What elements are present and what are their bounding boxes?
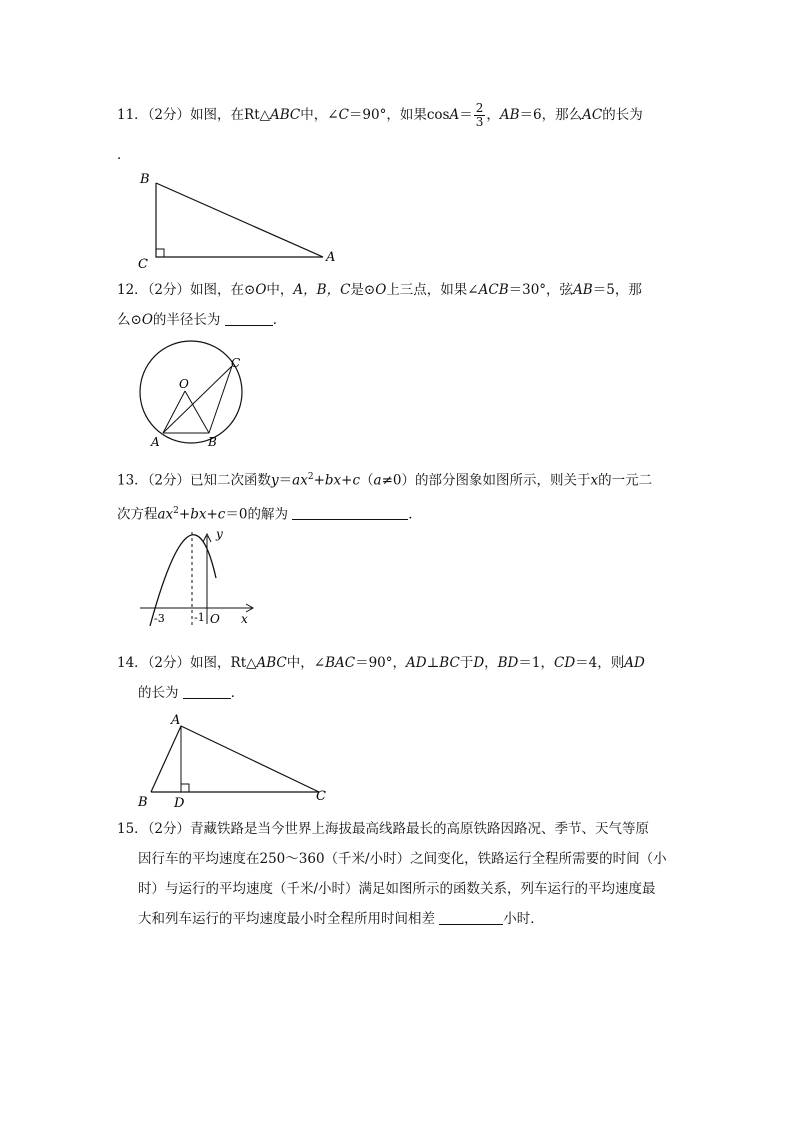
q13-label-x: x	[241, 612, 248, 626]
q14-figure-triangle	[135, 710, 345, 810]
q14-answer-blank	[183, 684, 231, 699]
q11-figure-right-triangle	[130, 168, 336, 272]
q15-line-3: 时）与运行的平均速度（千米/小时）满足如图所示的函数关系，列车运行的平均速度最	[138, 881, 656, 897]
q14-line-1: 14．（2分）如图，Rt△ABC中，∠BAC＝90°，AD⊥BC于D，BD＝1，CD＝4，则AD	[117, 655, 645, 671]
fraction-2-3: $\frac{2}{3}$	[475, 101, 484, 129]
question-11	[117, 100, 677, 130]
q12-figure-circle	[133, 340, 263, 450]
question-15	[117, 814, 677, 934]
q14-label-D: D	[174, 796, 185, 811]
q11-line-1: 11．（2分）如图，在Rt△ABC中，∠C＝90°，如果cosA＝ $\frac{2}{3}$ ，AB＝6，那么AC的长为	[117, 101, 643, 129]
q13-label-y: y	[216, 527, 223, 541]
q15-line-2: 因行车的平均速度在250～360（千米/小时）之间变化，铁路运行全程所需要的时间（小	[138, 851, 667, 867]
q11-label-A: A	[326, 250, 336, 265]
q13-line-2: 次方程$ax^2+bx+c=0$的解为 ．	[117, 505, 422, 522]
q11-label-C: C	[138, 257, 148, 272]
q12-line-1: 12．（2分）如图，在⊙O中，A，B，C是⊙O上三点，如果∠ACB＝30°，弦AB＝5，那	[117, 282, 642, 298]
q12-label-C: C	[231, 356, 241, 370]
q12-answer-blank	[225, 311, 273, 326]
q15-line-1: 15．（2分）青藏铁路是当今世界上海拔最高线路最长的高原铁路因路况、季节、天气等原	[117, 821, 650, 837]
q12-label-B: B	[208, 435, 217, 449]
q13-label-minus3: -3	[154, 612, 165, 625]
q15-answer-blank	[439, 910, 503, 925]
q12-line-2: 么⊙O的半径长为 ．	[117, 312, 287, 328]
q13-line-1: 13．（2分）已知二次函数$y=ax^2+bx+c(a\ne 0)$的部分图象如图所示，则关于x的一元二	[117, 472, 653, 489]
q11-line-2: ．	[117, 147, 131, 163]
question-13	[117, 462, 677, 529]
q14-label-A: A	[171, 713, 181, 728]
q13-figure-parabola	[138, 528, 268, 628]
q11-label-B: B	[140, 172, 150, 187]
q12-label-A: A	[151, 435, 160, 449]
q12-label-O: O	[179, 377, 189, 391]
q15-line-4: 大和列车运行的平均速度最小时全程所用时间相差 小时．	[138, 911, 544, 927]
q13-label-minus1: -1	[194, 611, 205, 624]
question-12	[117, 275, 677, 335]
q13-label-origin: O	[210, 612, 220, 626]
q14-line-2: 的长为 ．	[138, 685, 245, 701]
q14-label-C: C	[316, 789, 326, 804]
question-14	[117, 648, 677, 708]
q14-label-B: B	[138, 795, 148, 810]
q13-answer-blank	[292, 505, 408, 520]
